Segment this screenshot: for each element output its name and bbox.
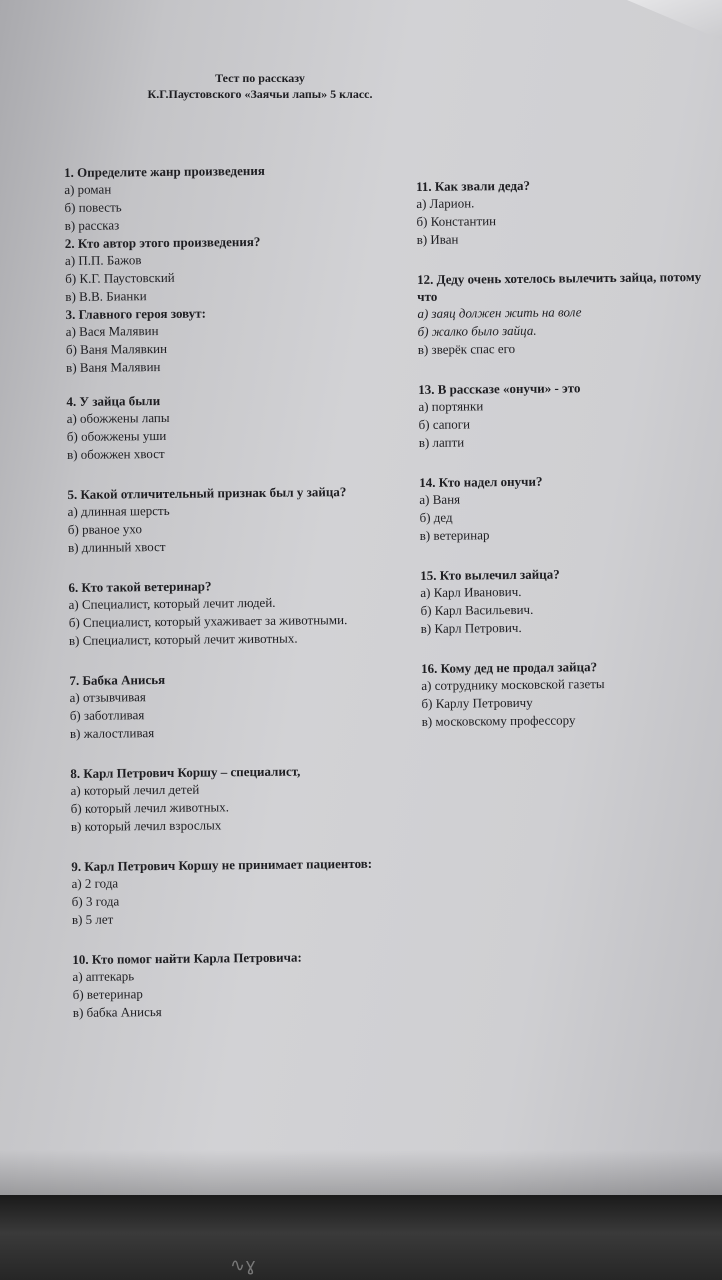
option-c: в) рассказ [64, 217, 120, 233]
question-title: 4. У зайца были [66, 393, 161, 409]
question-title: 3. Главного героя зовут: [65, 305, 206, 322]
option-a: а) заяц должен жить на воле [417, 304, 582, 321]
option-b: б) жалко было зайца. [417, 322, 537, 339]
question-3 [65, 303, 396, 377]
questions-left-column [64, 161, 403, 1022]
question-6 [68, 576, 399, 650]
option-b: б) сапоги [418, 416, 471, 432]
option-c: в) зверёк спас его [417, 340, 516, 357]
question-12 [417, 268, 718, 359]
question-16 [421, 657, 722, 731]
option-a: а) обожжены лапы [66, 409, 170, 426]
question-14 [419, 471, 720, 545]
option-c: в) бабка Анисья [72, 1004, 162, 1020]
question-2 [65, 232, 396, 306]
option-a: а) длинная шерсть [67, 502, 170, 519]
option-a: а) Вася Малявин [65, 323, 159, 339]
paper-shadow [0, 1150, 722, 1195]
dark-background [0, 1195, 722, 1280]
option-c: в) жалостливая [69, 725, 155, 741]
question-10 [72, 948, 403, 1022]
option-c: в) Ваня Малявин [66, 359, 161, 375]
option-a: а) 2 года [71, 875, 119, 891]
question-15 [420, 564, 721, 638]
question-title: 2. Кто автор этого произведения? [64, 233, 261, 251]
option-a: а) Ларион. [416, 195, 475, 211]
question-title: 13. В рассказе «онучи» - это [418, 380, 581, 397]
option-b: б) рваное ухо [67, 521, 142, 537]
option-c: в) который лечил взрослых [70, 817, 222, 834]
question-title: 15. Кто вылечил зайца? [420, 566, 560, 583]
option-a: а) отзывчивая [69, 689, 146, 705]
question-title: 1. Определите жанр произведения [64, 162, 265, 180]
question-title: 14. Кто надел онучи? [419, 473, 543, 490]
question-title: 16. Кому дед не продал зайца? [421, 659, 598, 676]
paper-corner [627, 0, 722, 40]
question-9 [71, 855, 402, 929]
question-title: 10. Кто помог найти Карла Петровича: [72, 949, 302, 967]
question-1 [64, 161, 395, 235]
option-a: а) Специалист, который лечит людей. [68, 594, 276, 612]
option-c: в) обожжен хвост [66, 445, 165, 462]
question-5 [67, 483, 398, 557]
option-b: б) Константин [416, 213, 497, 229]
title-line-2: К.Г.Паустовского «Заячьи лапы» 5 класс. [147, 87, 373, 101]
option-c: в) ветеринар [419, 527, 490, 543]
option-b: б) который лечил животных. [70, 799, 230, 816]
question-8 [70, 762, 401, 836]
option-b: б) Специалист, который ухаживает за животными. [68, 612, 348, 630]
option-c: в) московскому профессору [421, 712, 576, 729]
option-b: б) повесть [64, 199, 122, 215]
option-a: а) Карл Иванович. [420, 583, 522, 600]
option-c: в) Иван [416, 231, 459, 247]
document-title [80, 70, 440, 102]
title-line-1: Тест по рассказу [215, 71, 305, 85]
option-a: а) роман [64, 181, 112, 197]
option-b: б) К.Г. Паустовский [65, 269, 175, 286]
question-7 [69, 669, 400, 743]
question-11 [416, 175, 717, 249]
option-b: б) дед [419, 509, 453, 525]
question-title: 6. Кто такой ветеринар? [68, 578, 212, 595]
option-b: б) Карлу Петровичу [421, 694, 533, 711]
background-scribble: ∿ɣ [230, 1255, 256, 1276]
option-a: а) сотруднику московской газеты [421, 676, 605, 693]
question-13 [418, 378, 719, 452]
option-a: а) Ваня [419, 491, 461, 507]
option-a: а) который лечил детей [70, 781, 200, 798]
question-title: 11. Как звали деда? [416, 177, 531, 194]
option-a: а) портянки [418, 398, 484, 414]
option-c: в) длинный хвост [67, 538, 166, 555]
option-b: б) 3 года [71, 893, 120, 909]
option-b: б) заботливая [69, 707, 145, 723]
option-c: в) 5 лет [71, 911, 114, 927]
option-c: в) В.В. Бианки [65, 288, 147, 304]
question-4 [66, 390, 397, 464]
question-title: 9. Карл Петрович Коршу не принимает пациентов: [71, 855, 373, 874]
questions-right-column [416, 175, 722, 731]
option-b: б) Карл Васильевич. [420, 601, 534, 618]
question-title: 12. Деду очень хотелось вылечить зайца, потому что [416, 269, 702, 304]
option-b: б) Ваня Малявкин [65, 340, 168, 357]
option-c: в) Специалист, который лечит животных. [68, 630, 298, 648]
question-title: 7. Бабка Анисья [69, 671, 166, 688]
option-a: а) П.П. Бажов [64, 252, 142, 268]
option-b: б) ветеринар [72, 986, 143, 1002]
question-title: 8. Карл Петрович Коршу – специалист, [70, 763, 301, 781]
question-title: 5. Какой отличительный признак был у зайца? [67, 484, 347, 502]
option-a: а) аптекарь [72, 968, 135, 984]
option-c: в) лапти [418, 434, 465, 450]
option-c: в) Карл Петрович. [420, 619, 522, 636]
option-b: б) обожжены уши [66, 427, 167, 444]
